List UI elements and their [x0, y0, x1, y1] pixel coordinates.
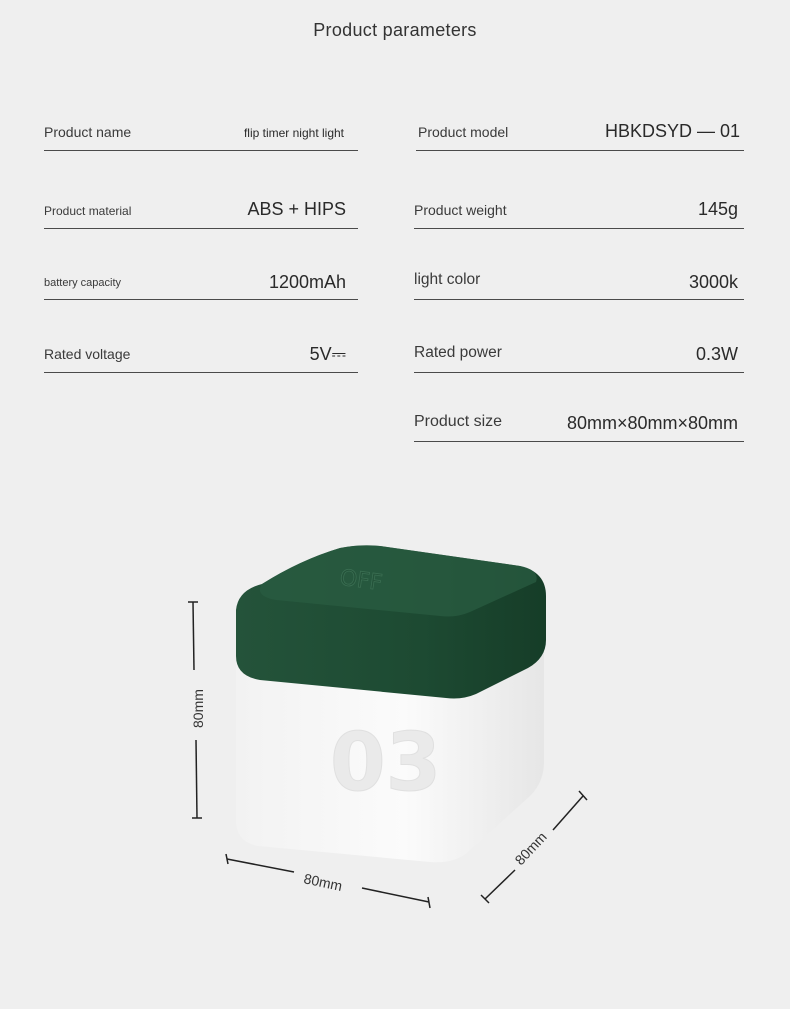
param-product-material [44, 188, 358, 229]
param-rated-voltage [44, 332, 358, 373]
param-value: flip timer night light [243, 126, 344, 140]
width-label: 80mm [302, 870, 344, 895]
param-value: 3000k [688, 272, 738, 292]
param-value: 5V⎓ [309, 344, 346, 364]
param-product-weight [414, 188, 744, 229]
param-value: ABS + HIPS [247, 199, 346, 219]
param-value: 145g [697, 199, 738, 219]
param-rated-power [414, 332, 744, 373]
param-value: HBKDSYD — 01 [604, 121, 740, 141]
param-value: 80mm×80mm×80mm [566, 413, 738, 433]
depth-label: 80mm [511, 828, 550, 869]
param-value: 0.3W [695, 344, 738, 364]
product-illustration [0, 500, 790, 1009]
param-label: Rated power [414, 344, 502, 361]
param-product-model [416, 110, 744, 151]
param-value: 1200mAh [268, 272, 346, 292]
param-battery-capacity [44, 259, 358, 300]
param-label: Product name [44, 124, 132, 140]
param-label: battery capacity [44, 277, 122, 289]
param-product-size [414, 401, 744, 442]
param-label: Rated voltage [44, 346, 131, 362]
body-digits: 03 [330, 716, 442, 809]
page-title: Product parameters [313, 20, 477, 40]
param-label: light color [414, 271, 481, 288]
height-label: 80mm [190, 689, 206, 728]
param-light-color [414, 259, 744, 300]
param-product-name [44, 110, 358, 151]
param-label: Product model [418, 124, 509, 140]
lid-embossed-text: OFF [338, 565, 384, 597]
param-label: Product size [414, 413, 503, 430]
param-label: Product material [44, 204, 132, 218]
param-label: Product weight [414, 202, 507, 218]
